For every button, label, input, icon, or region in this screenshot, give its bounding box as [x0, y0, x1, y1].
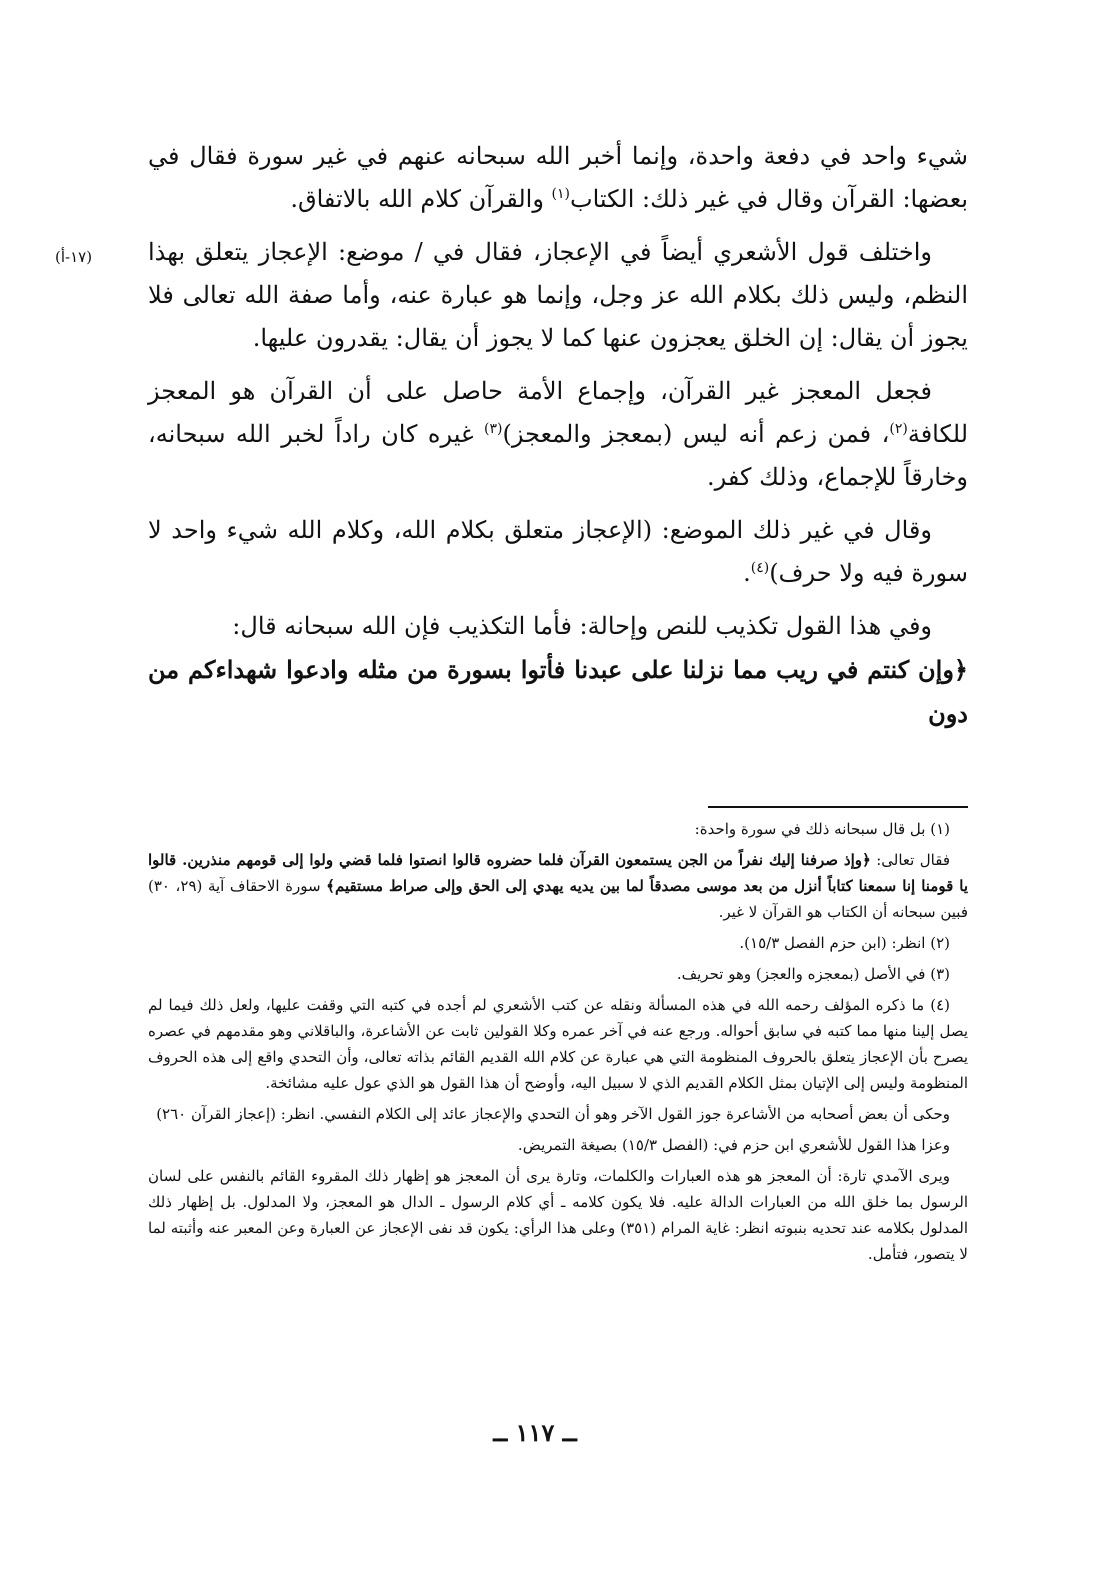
- paragraph-5-text: وفي هذا القول تكذيب للنص وإحالة: فأما التكذيب فإن الله سبحانه قال:: [232, 612, 932, 640]
- footnotes-section: [148, 816, 968, 1272]
- paragraph-4-text: وقال في غير ذلك الموضع: (الإعجاز متعلق بكلام الله، وكلام الله شيء واحد لا سورة فيه ولا حرف): [148, 516, 968, 587]
- paragraph-4: [148, 509, 968, 595]
- footnote-1: (١) بل قال سبحانه ذلك في سورة واحدة:: [694, 820, 950, 838]
- margin-folio-note: (١٧-أ): [55, 248, 93, 266]
- paragraph-2: واختلف قول الأشعري أيضاً في الإعجاز، فقال في / موضع: الإعجاز يتعلق بهذا النظم، وليس ذلك بكلام الله عز وجل، وإنما هو عبارة عنه، وأما صفة الله تعالى فلا يجوز أن يقال: إن الخلق يعجزون عنها كما لا يجوز أن يقال: يقدرون عليها.: [148, 238, 968, 352]
- quran-verse: ﴿وإن كنتم في ريب مما نزلنا على عبدنا فأتوا بسورة من مثله وادعوا شهداءكم من دون: [148, 655, 968, 728]
- footnote-1-end: سورة الاحقاف آية (٢٩، ٣٠) فبين سبحانه أن الكتاب هو القرآن لا غير.: [148, 877, 968, 921]
- main-text-body: [148, 135, 968, 736]
- footnote-2: (٢) انظر: (ابن حزم الفصل ١٥/٣).: [739, 934, 950, 952]
- paragraph-1: [148, 135, 968, 221]
- paragraph-1-text: شيء واحد في دفعة واحدة، وإنما أخبر الله سبحانه عنهم في غير سورة فقال في بعضها: القرآن وقال في غير ذلك: الكتاب: [148, 142, 968, 213]
- footnote-ref-3: (٣): [484, 421, 503, 437]
- footnote-4-para-2: وحكى أن بعض أصحابه من الأشاعرة جوز القول الآخر وهو أن التحدي والإعجاز عائد إلى الكلام النفسي. انظر: (إعجاز القرآن ٢٦٠): [156, 1105, 950, 1123]
- paragraph-1-end: والقرآن كلام الله بالاتفاق.: [290, 185, 552, 213]
- footnote-divider: [708, 806, 968, 808]
- paragraph-3-part-a: فجعل المعجز غير القرآن، وإجماع الأمة حاصل على أن القرآن هو المعجز للكافة: [148, 377, 969, 448]
- footnote-4-para-4: ويرى الآمدي تارة: أن المعجز هو هذه العبارات والكلمات، وتارة يرى أن المعجز هو إظهار ذلك المقروء القائم بالنفس على لسان الرسول بما خلق الله من العبارات الدالة عليه. فلا يكون كلامه ـ أي كلام الرسول ـ الدال هو المعجز، ولا المدلول. بل إظهار ذلك المدلول بكلامه عند تحديه بنبوته انظر: غاية المرام (٣٥١) وعلى هذا الرأي: يكون قد نفى الإعجاز عن العبارة وعن المعبر عنه وأثبته لما لا يتصور، فتأمل.: [148, 1167, 968, 1263]
- footnote-ref-4: (٤): [750, 560, 770, 576]
- footnote-4: (٤) ما ذكره المؤلف رحمه الله في هذه المسألة ونقله عن كتب الأشعري لم أجده في كتبه التي وقفت عليها، ولعل ذلك فيما لم يصل إلينا منها مما كتبه في سابق أحواله. ورجع عنه في آخر عمره وكلا القولين ثابت عن الأشاعرة، والباقلاني وهو مقدمهم في عصره يصرح بأن الإعجاز يتعلق بالحروف المنظومة التي هي عبارة عن كلام الله القديم القائم بذاته تعالى، وأن التحدي واقع إلى هذه الحروف المنظومة وليس إلى الإتيان بمثل الكلام القديم الذي لا سبيل اليه، وأوضح أن هذا القول هو الذي عول عليه مشائخة.: [148, 996, 968, 1092]
- paragraph-3-part-c: غيره كان راداً لخبر الله سبحانه، وخارقاً للإجماع، وذلك كفر.: [148, 420, 968, 491]
- paragraph-4-end: .: [743, 559, 751, 587]
- footnote-1-verse: ﴿وإذ صرفنا إليك نفراً من الجن يستمعون القرآن فلما حضروه قالوا انصتوا فلما قضي ولوا إلى قومهم منذرين. قالوا يا قومنا إنا سمعنا كتاباً أنزل من بعد موسى مصدقاً لما بين يديه يهدي إلى الحق وإلى صراط مستقيم﴾: [148, 851, 969, 895]
- footnote-ref-1: (١): [551, 186, 571, 202]
- paragraph-3: [148, 370, 968, 499]
- footnote-1-continued: [148, 847, 968, 925]
- footnote-1-intro: فقال تعالى:: [870, 851, 951, 869]
- page-number: ــ ١١٧ ــ: [493, 1418, 577, 1447]
- footnote-4-para-3: وعزا هذا القول للأشعري ابن حزم في: (الفصل ١٥/٣) بصيغة التمريض.: [517, 1136, 950, 1154]
- footnote-3: (٣) في الأصل (بمعجزه والعجز) وهو تحريف.: [676, 965, 950, 983]
- paragraph-3-part-b: ، فمن زعم أنه ليس (بمعجز والمعجز): [502, 420, 890, 448]
- paragraph-5: [148, 605, 968, 736]
- footnote-ref-2: (٢): [889, 421, 908, 437]
